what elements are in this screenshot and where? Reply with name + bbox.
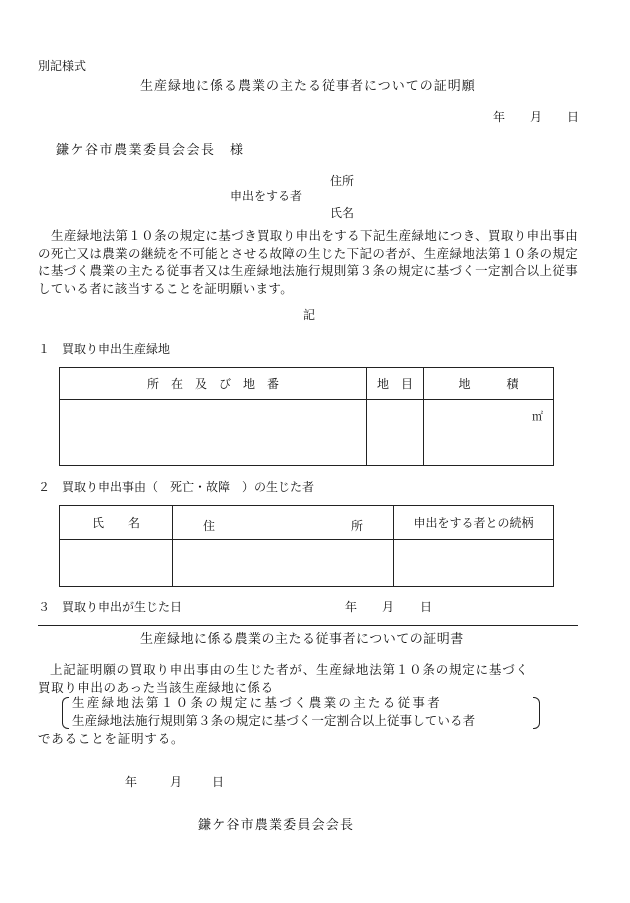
address-label: 住所 (330, 174, 355, 188)
body-paragraph: 生産緑地法第１０条の規定に基づき買取り申出をする下記生産緑地につき、買取り申出事由の死亡又は農業の継続を不可能とさせる故障の生じた下記の者が、生産緑地法第１０条の規定に基づく農業の主たる従事者又は生産緑地法施行規則第３条の規定に基づく一定割合以上従事している者に該当することを証明願います。 (38, 228, 578, 296)
section2-table (59, 505, 554, 587)
section1-table (59, 367, 554, 466)
col-address (173, 506, 394, 540)
col-address-right: 所 (350, 519, 363, 533)
date-bottom-year: 年 (125, 775, 138, 789)
brace-right (533, 697, 540, 729)
cell-name[interactable] (60, 540, 173, 587)
certificate-title: 生産緑地に係る農業の主たる従事者についての証明書 (140, 632, 464, 647)
section3-month: 月 (382, 600, 395, 614)
date-top-year: 年 (493, 110, 506, 124)
cell-area[interactable] (424, 400, 554, 466)
certificate-line1: 上記証明願の買取り申出事由の生じた者が、生産緑地法第１０条の規定に基づく (50, 662, 529, 677)
section3-day: 日 (420, 600, 433, 614)
section3-heading: ３ 買取り申出が生じた日 (38, 600, 183, 614)
area-unit: ㎡ (532, 410, 543, 423)
certificate-line2: 買取り申出のあった当該生産緑地に係る (38, 680, 274, 695)
signatory: 鎌ケ谷市農業委員会会長 (198, 818, 355, 833)
form-label: 別記様式 (38, 59, 87, 73)
date-top-month: 月 (530, 110, 543, 124)
cell-location[interactable] (60, 400, 367, 466)
col-address-left: 住 (203, 519, 216, 533)
option-b: 生産緑地法施行規則第３条の規定に基づく一定割合以上従事している者 (72, 713, 476, 728)
section1-heading: １ 買取り申出生産緑地 (38, 342, 171, 356)
col-name: 氏 名 (60, 506, 173, 540)
col-relation: 申出をする者との続柄 (394, 506, 554, 540)
col-area: 地 積 (424, 368, 554, 400)
date-bottom-day: 日 (212, 775, 225, 789)
col-location: 所 在 及 び 地 番 (60, 368, 367, 400)
date-top-day: 日 (567, 110, 580, 124)
date-bottom-month: 月 (170, 775, 183, 789)
cell-relation[interactable] (394, 540, 554, 587)
brace-left (62, 697, 69, 729)
ki-label: 記 (303, 308, 316, 322)
cell-category[interactable] (367, 400, 424, 466)
addressee: 鎌ケ谷市農業委員会会長 様 (56, 143, 245, 158)
applicant-label: 申出をする者 (230, 189, 303, 203)
cell-address[interactable] (173, 540, 394, 587)
option-a: 生産緑地法第１０条の規定に基づく農業の主たる従事者 (72, 695, 443, 710)
section3-year: 年 (345, 600, 358, 614)
section2-heading: ２ 買取り申出事由（ 死亡・故障 ）の生じた者 (38, 480, 315, 494)
application-title: 生産緑地に係る農業の主たる従事者についての証明願 (140, 79, 476, 94)
name-label: 氏名 (330, 206, 355, 220)
divider (38, 625, 578, 626)
col-category: 地 目 (367, 368, 424, 400)
certificate-line3: であることを証明する。 (38, 731, 185, 746)
